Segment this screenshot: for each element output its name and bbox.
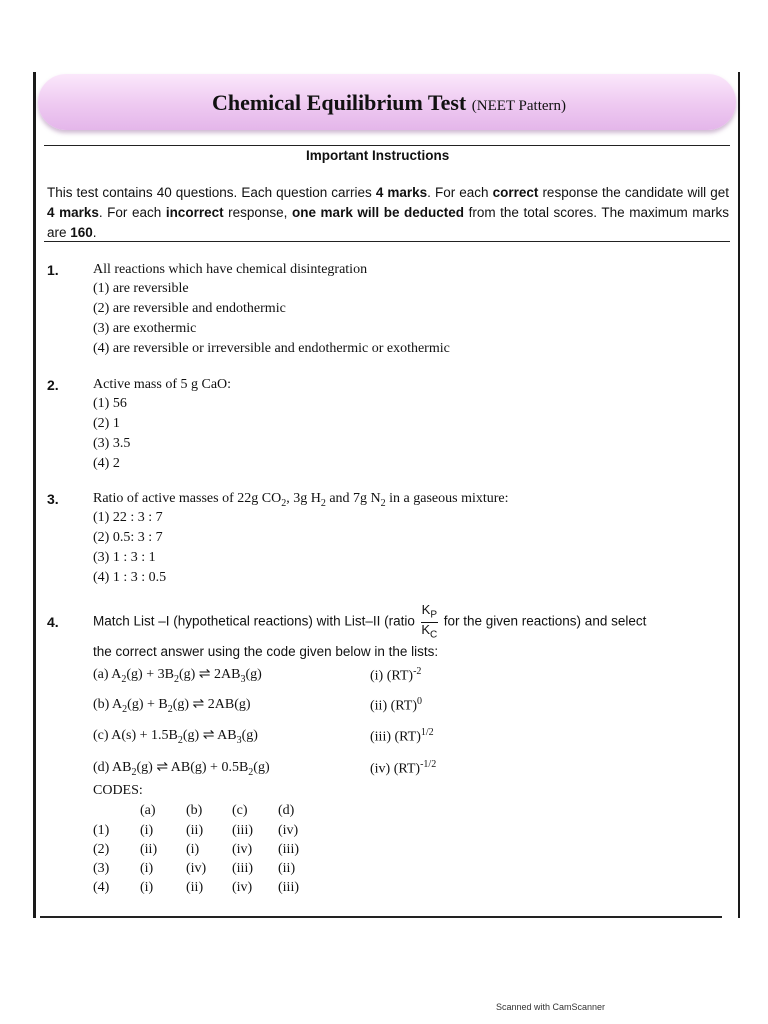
- instructions-text: This test contains 40 questions. Each question carries 4 marks. For each correct response the candidate will get 4 marks. For each incorrect response, one mark will be deducted from the total scores. The maximum marks are 160.: [47, 185, 730, 240]
- option: (2) 0.5: 3 : 7: [93, 530, 163, 545]
- question-text: Ratio of active masses of 22g $CO_2$, 3g $H_2$ and 7g $N_2$ in a gaseous mixture:: [93, 491, 509, 509]
- list2-item-ii: (ii) (RT)$^0$: [370, 696, 422, 714]
- code-col-header: (b): [186, 803, 203, 818]
- code-col-header: (c): [232, 803, 248, 818]
- title-subtitle: (NEET Pattern): [471, 98, 567, 114]
- question-text: Active mass of 5 g CaO:: [93, 377, 232, 392]
- question-text-line2: the correct answer using the code given below in the lists:: [93, 644, 439, 659]
- divider-top: [44, 145, 730, 146]
- option: (3) are exothermic: [93, 321, 197, 336]
- code-col-header: (d): [278, 803, 295, 818]
- option: (4) 1 : 3 : 0.5: [93, 570, 167, 585]
- list2-item-i: (i) (RT)$^{-2}$: [370, 666, 422, 684]
- right-border: [738, 72, 740, 918]
- page-title: Chemical Equilibrium Test (NEET Pattern): [211, 90, 567, 115]
- question-number: 1.: [47, 262, 59, 278]
- code-col-header: (a): [140, 803, 156, 818]
- option: (4) are reversible or irreversible and endothermic or exothermic: [93, 341, 450, 356]
- reaction-a: (a) $A_2(g) + 3B_2(g)$ ⇌ $2AB_3(g)$: [93, 667, 262, 685]
- list2-item-iv: (iv) (RT)$^{-1/2}$: [370, 759, 437, 777]
- question-number: 3.: [47, 491, 59, 507]
- divider-instructions: [44, 241, 730, 242]
- codes-label: CODES:: [93, 783, 143, 798]
- option: (1) 56: [93, 396, 127, 411]
- option: (1) are reversible: [93, 281, 189, 296]
- option: (1) 22 : 3 : 7: [93, 510, 163, 525]
- option: (4) 2: [93, 456, 120, 471]
- option: (3) 1 : 3 : 1: [93, 550, 156, 565]
- question-number: 2.: [47, 377, 59, 393]
- reaction-c: (c) $A(s) + 1.5B_2(g)$ ⇌ $AB_3(g)$: [93, 728, 258, 746]
- scanner-footer: Scanned with CamScanner: [496, 1002, 606, 1012]
- left-border: [33, 72, 36, 918]
- list2-item-iii: (iii) (RT)$^{1/2}$: [370, 727, 434, 745]
- option: (2) are reversible and endothermic: [93, 301, 286, 316]
- question-text: Match List –I (hypothetical reactions) with List–II (ratio $\frac{K_P}{K_C}$ for the given reactions) and select: [93, 602, 647, 641]
- instructions-heading: Important Instructions: [306, 148, 450, 163]
- question-number: 4.: [47, 614, 59, 630]
- divider-bottom: [40, 916, 722, 918]
- reaction-b: (b) $A_2(g) + B_2(g)$ ⇌ 2AB(g): [93, 697, 251, 715]
- reaction-d: (d) $AB_2(g)$ ⇌ $AB(g) + 0.5B_2(g)$: [93, 760, 270, 778]
- question-text: All reactions which have chemical disintegration: [93, 262, 368, 277]
- option: (3) 3.5: [93, 436, 131, 451]
- option: (2) 1: [93, 416, 120, 431]
- kp-kc-fraction: $\frac{K_P}{K_C}$: [421, 602, 438, 641]
